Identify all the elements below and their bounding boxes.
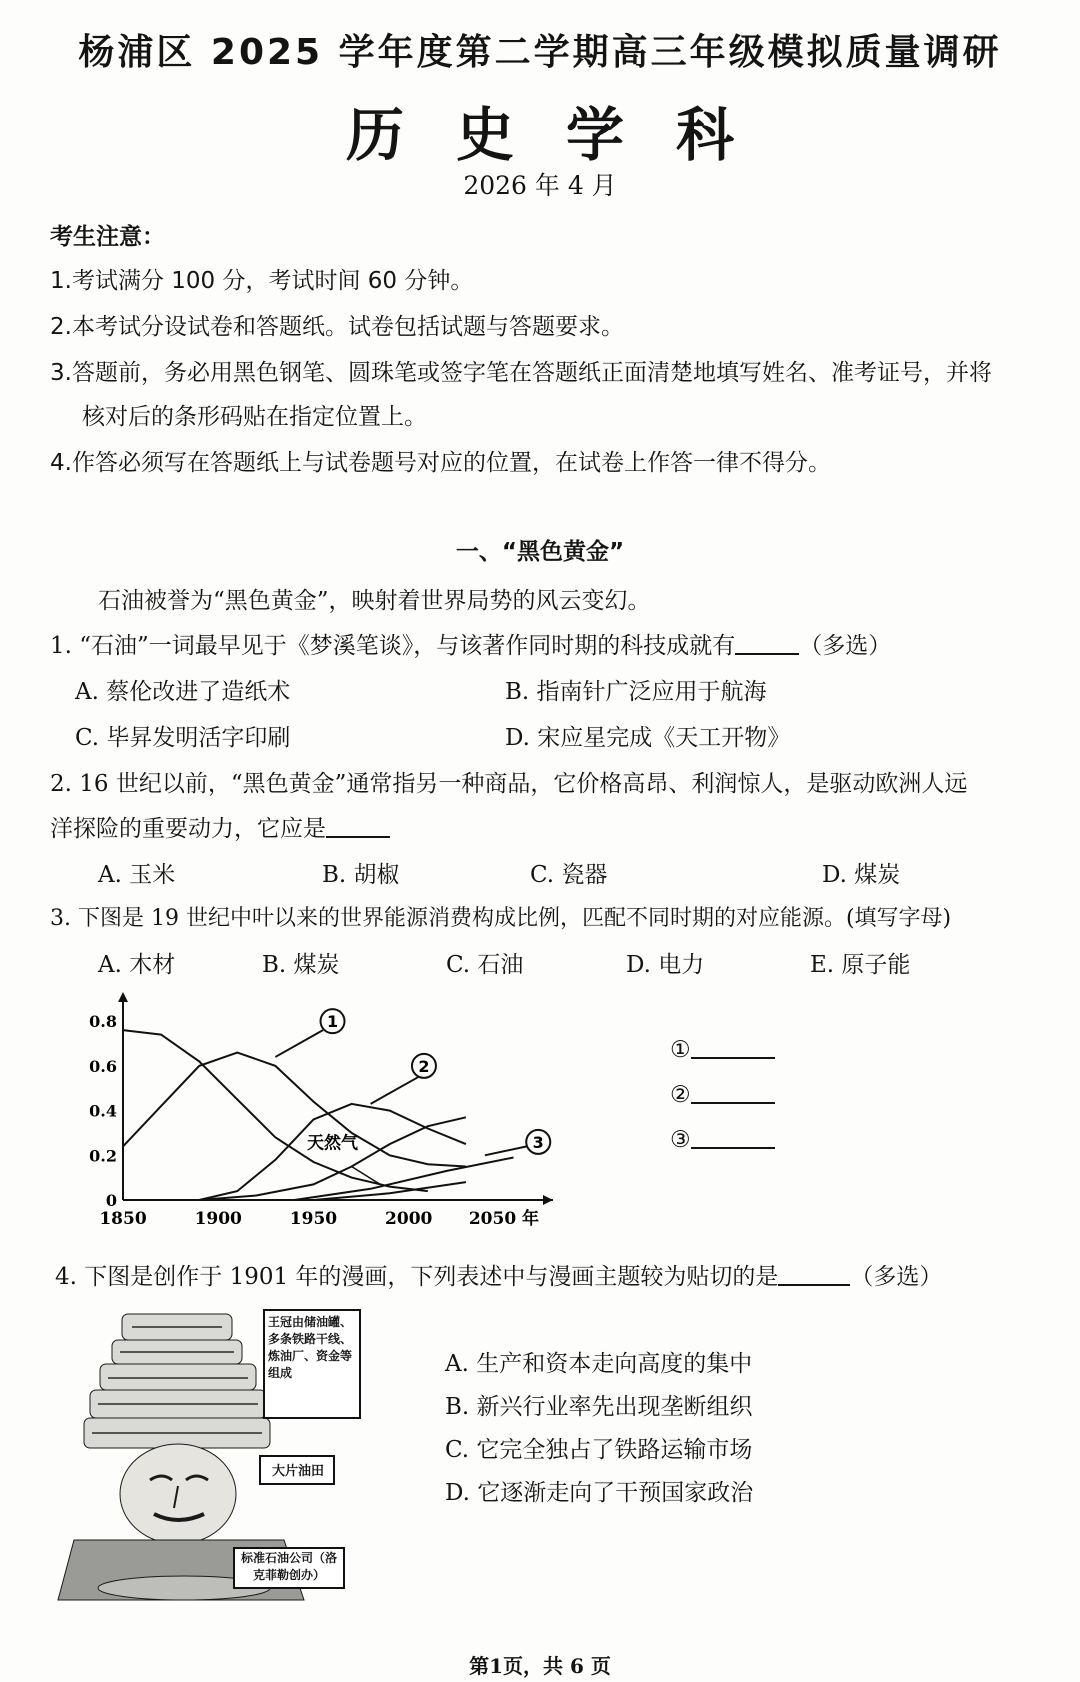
notice-item-3-cont: 核对后的条形码贴在指定位置上。: [82, 404, 427, 430]
q4-option-d: D. 它逐渐走向了干预国家政治: [445, 1480, 754, 1506]
question-3-stem: 3. 下图是 19 世纪中叶以来的世界能源消费构成比例，匹配不同时期的对应能源。(填写字母): [50, 906, 952, 931]
answer-blank: [691, 1102, 775, 1104]
x-tick-label: 2000: [385, 1209, 433, 1229]
annotation-3: 3: [532, 1132, 544, 1152]
pointer-1: [275, 1030, 323, 1057]
pointer-2: [371, 1077, 419, 1104]
question-4-tail: （多选）: [850, 1264, 943, 1290]
answer-blank: [735, 653, 799, 655]
x-tick-label: 1950: [289, 1209, 338, 1229]
answer-blank: [778, 1284, 850, 1286]
q3-option-a: A. 木材: [98, 952, 176, 978]
answer-blank: [691, 1147, 775, 1149]
section-title: 一、“黑色黄金”: [455, 539, 625, 565]
subject-title: 历史学科: [345, 101, 786, 169]
exam-date: 2026 年 4 月: [463, 171, 617, 200]
page-footer: 第1页，共 6 页: [469, 1654, 611, 1678]
y-tick-label: 0.8: [89, 1012, 117, 1032]
q1-option-d: D. 宋应星完成《天工开物》: [505, 725, 791, 751]
notice-heading: 考生注意：: [50, 224, 165, 250]
natural-gas-label: 天然气: [307, 1133, 359, 1154]
q2-option-d: D. 煤炭: [822, 862, 901, 888]
q2-option-a: A. 玉米: [98, 862, 176, 888]
q2-option-c: C. 瓷器: [530, 862, 608, 888]
y-tick-label: 0.2: [89, 1146, 117, 1166]
q1-option-a: A. 蔡伦改进了造纸术: [75, 679, 291, 705]
section-intro: 石油被誉为“黑色黄金”，映射着世界局势的风云变幻。: [98, 588, 651, 614]
question-4-text: 4. 下图是创作于 1901 年的漫画，下列表述中与漫画主题较为贴切的是: [55, 1264, 779, 1290]
question-1-text: 1. “石油”一词最早见于《梦溪笔谈》，与该著作同时期的科技成就有: [50, 633, 736, 659]
rockefeller-cartoon: [54, 1300, 384, 1610]
question-1-tail: （多选）: [799, 633, 892, 659]
question-2-line-1: 2. 16 世纪以前，“黑色黄金”通常指另一种商品，它价格高昂、利润惊人，是驱动欧洲人远: [50, 771, 968, 797]
blank-label-1: ①: [670, 1037, 691, 1063]
question-2-text: 洋探险的重要动力，它应是: [50, 816, 326, 842]
y-axis-arrow: [118, 992, 128, 1002]
callout-oilfield-text: 大片油田: [271, 1464, 324, 1479]
exam-title: 杨浦区 2025 学年度第二学期高三年级模拟质量调研: [78, 32, 1002, 73]
pointer-3: [485, 1146, 527, 1155]
q4-option-b: B. 新兴行业率先出现垄断组织: [445, 1394, 753, 1420]
x-tick-label: 2050 年: [468, 1209, 540, 1229]
q3-option-c: C. 石油: [446, 952, 524, 978]
question-1-stem: [50, 627, 891, 660]
q3-blank-2: [670, 1082, 775, 1108]
x-axis-arrow: [543, 1195, 553, 1205]
callout-company-text: 标准石油公司（洛克菲勒创办）: [240, 1551, 337, 1582]
face-illustration: [120, 1444, 236, 1544]
annotation-2: 2: [418, 1056, 430, 1076]
annotation-1: 1: [326, 1012, 339, 1032]
q1-option-c: C. 毕昇发明活字印刷: [75, 725, 291, 751]
q1-option-b: B. 指南针广泛应用于航海: [505, 679, 767, 705]
energy-chart: [75, 990, 595, 1240]
notice-item-2: 2.本考试分设试卷和答题纸。试卷包括试题与答题要求。: [50, 314, 624, 340]
question-4-stem: [55, 1258, 942, 1291]
q3-option-b: B. 煤炭: [262, 952, 340, 978]
question-2-line-2: [50, 810, 390, 843]
y-tick-label: 0.4: [89, 1101, 117, 1121]
notice-item-4: 4.作答必须写在答题纸上与试卷题号对应的位置，在试卷上作答一律不得分。: [50, 450, 831, 476]
q3-blank-3: [670, 1127, 775, 1153]
blank-label-3: ③: [670, 1127, 691, 1153]
notice-item-1: 1.考试满分 100 分，考试时间 60 分钟。: [50, 268, 474, 294]
x-tick-label: 1850: [99, 1209, 147, 1229]
q3-option-d: D. 电力: [626, 952, 705, 978]
q4-option-a: A. 生产和资本走向高度的集中: [445, 1351, 753, 1377]
x-tick-label: 1900: [194, 1209, 242, 1229]
notice-item-3: 3.答题前，务必用黑色钢笔、圆珠笔或签字笔在答题纸正面清楚地填写姓名、准考证号，并将: [50, 360, 992, 386]
q3-blank-1: [670, 1037, 775, 1063]
y-tick-label: 0: [105, 1191, 117, 1210]
q2-option-b: B. 胡椒: [322, 862, 400, 888]
y-tick-label: 0.6: [89, 1056, 117, 1076]
blank-label-2: ②: [670, 1082, 691, 1108]
answer-blank: [691, 1057, 775, 1059]
callout-crown-text: 王冠由储油罐、多条铁路干线、炼油厂、资金等组成: [268, 1315, 353, 1380]
q3-option-e: E. 原子能: [810, 952, 911, 978]
q4-option-c: C. 它完全独占了铁路运输市场: [445, 1437, 753, 1463]
series-line-1: [123, 1030, 428, 1191]
answer-blank: [326, 836, 390, 838]
